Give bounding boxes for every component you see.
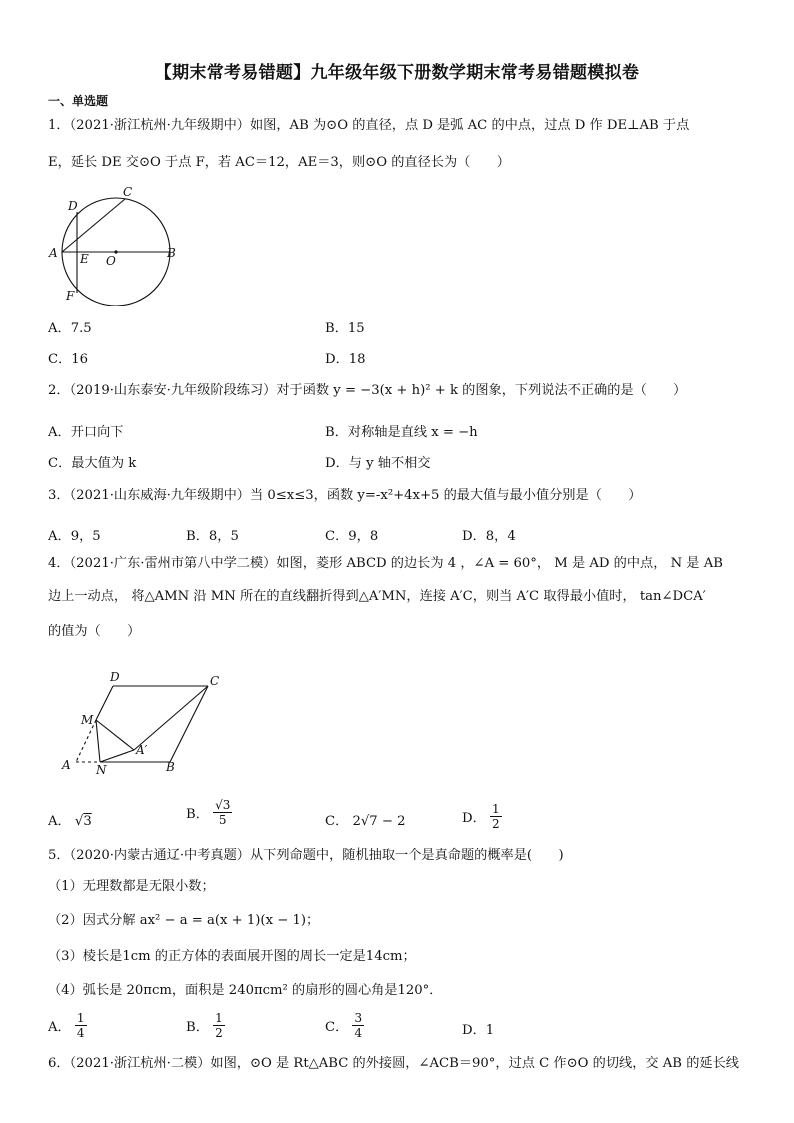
question-5-statement-1: （1）无理数都是无限小数； — [48, 879, 215, 894]
label-a: A — [49, 246, 58, 260]
label-d: D — [68, 199, 78, 213]
page-title: 【期末常考易错题】九年级年级下册数学期末常考易错题模拟卷 — [154, 63, 640, 83]
question-5-option-c[interactable] — [325, 1011, 364, 1040]
label-a: A — [62, 758, 71, 772]
question-1-option-d[interactable]: D．18 — [325, 352, 366, 367]
label-o: O — [106, 254, 116, 268]
option-letter: B． — [186, 807, 209, 822]
question-4-option-c[interactable] — [325, 810, 406, 829]
question-2-stem: 2．（2019·山东泰安·九年级阶段练习）对于函数 y = −3(x + h)² + k 的图象，下列说法不正确的是（ ） — [48, 383, 687, 398]
question-1-option-a[interactable]: A．7.5 — [48, 321, 92, 336]
option-letter: C． — [325, 814, 349, 829]
question-4-stem-line2: 边上一动点， 将△AMN 沿 MN 所在的直线翻折得到△A′MN，连接 A′C，则当 A′C 取得最小值时， tan∠DCA′ — [48, 589, 706, 604]
question-3-stem: 3．（2021·山东威海·九年级期中）当 0≤x≤3，函数 y=-x²+4x+5 的最大值与最小值分别是（ ） — [48, 488, 642, 503]
label-n: N — [96, 763, 107, 777]
question-1-option-b[interactable]: B．15 — [325, 321, 365, 336]
question-5-statement-3: （3）棱长是1cm 的正方体的表面展开图的周长一定是14cm； — [48, 949, 416, 964]
option-expression: 2√7 − 2 — [352, 814, 406, 829]
question-4-stem-line1: 4．（2021·广东·雷州市第八中学二模）如图，菱形 ABCD 的边长为 4 ，∠A = 60°， M 是 AD 的中点， N 是 AB — [48, 556, 723, 571]
label-f: F — [66, 289, 75, 303]
question-4-option-d[interactable] — [462, 802, 502, 831]
option-letter: D． — [462, 811, 486, 826]
question-5-statement-2: （2）因式分解 ax² − a = a(x + 1)(x − 1)； — [48, 913, 320, 928]
fraction: $\frac{1}{2}$ — [491, 802, 500, 831]
question-5-option-d[interactable]: D．1 — [462, 1023, 495, 1038]
question-3-option-a[interactable]: A．9，5 — [48, 529, 101, 544]
sqrt-symbol: √ — [74, 814, 84, 829]
fraction: $\frac{1}{4}$ — [76, 1011, 85, 1040]
question-4-stem-line3: 的值为（ ） — [48, 624, 141, 639]
question-2-option-b[interactable]: B．对称轴是直线 x = −h — [325, 425, 478, 440]
fraction: $\frac{√3}{5}$ — [215, 798, 231, 827]
fraction: $\frac{3}{4}$ — [354, 1011, 363, 1040]
question-5-option-b[interactable] — [186, 1011, 225, 1040]
question-4-figure — [58, 668, 238, 778]
label-a-prime: A′ — [136, 743, 148, 757]
question-5-stem: 5．（2020·内蒙古通辽·中考真题）从下列命题中，随机抽取一个是真命题的概率是( ) — [48, 848, 564, 863]
question-4-option-b[interactable] — [186, 798, 232, 827]
section-heading: 一、单选题 — [48, 94, 109, 108]
question-1-option-c[interactable]: C．16 — [48, 352, 89, 367]
question-6-stem-line1: 6．（2021·浙江杭州·二模）如图，⊙O 是 Rt△ABC 的外接圆，∠ACB＝90°，过点 C 作⊙O 的切线，交 AB 的延长线 — [48, 1056, 739, 1071]
question-2-option-d[interactable]: D．与 y 轴不相交 — [325, 456, 431, 471]
question-1-stem-line1: 1．（2021·浙江杭州·九年级期中）如图，AB 为⊙O 的直径，点 D 是弧 AC 的中点，过点 D 作 DE⊥AB 于点 — [48, 118, 690, 133]
label-d: D — [110, 670, 120, 684]
question-1-stem-line2: E，延长 DE 交⊙O 于点 F，若 AC＝12，AE＝3，则⊙O 的直径长为（ ） — [48, 155, 510, 170]
question-1-figure — [44, 182, 184, 306]
question-2-option-c[interactable]: C．最大值为 k — [48, 456, 137, 471]
sqrt-radicand: 3 — [83, 814, 92, 829]
label-b: B — [167, 246, 176, 260]
question-5-option-a[interactable] — [48, 1011, 87, 1040]
label-c: C — [210, 674, 220, 688]
option-letter: A． — [48, 814, 71, 829]
label-c: C — [123, 185, 133, 199]
question-3-option-d[interactable]: D．8，4 — [462, 529, 516, 544]
option-letter: C． — [325, 1020, 349, 1035]
label-b: B — [166, 760, 175, 774]
option-letter: A． — [48, 1020, 71, 1035]
question-2-option-a[interactable]: A．开口向下 — [48, 425, 124, 440]
question-3-option-c[interactable]: C．9，8 — [325, 529, 379, 544]
option-letter: B． — [186, 1020, 209, 1035]
label-e: E — [80, 252, 89, 266]
question-4-option-a[interactable] — [48, 810, 92, 829]
question-5-statement-4: （4）弧长是 20πcm，面积是 240πcm² 的扇形的圆心角是120°． — [48, 983, 443, 998]
label-m: M — [81, 713, 94, 727]
fraction: $\frac{1}{2}$ — [215, 1011, 223, 1040]
question-3-option-b[interactable]: B．8，5 — [186, 529, 239, 544]
